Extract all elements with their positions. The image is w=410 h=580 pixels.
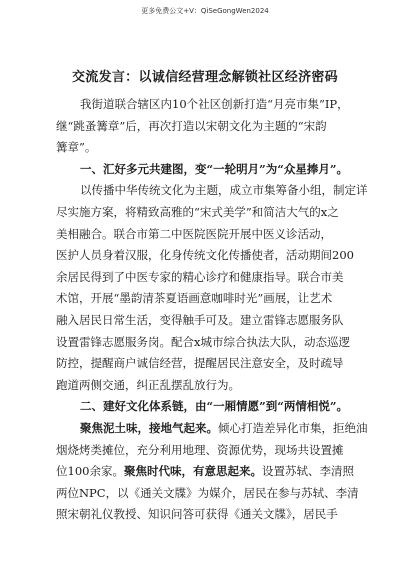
text-line — [56, 418, 368, 440]
text-line — [56, 504, 368, 526]
text-segment: 照宋朝礼仪教授、知识问答可获得《通关文牒》，居民手 — [56, 507, 338, 522]
text-line — [56, 94, 368, 116]
text-segment: 术馆，开展“墨韵清茶夏语画意咖啡时光”画展，让艺术 — [56, 291, 333, 306]
text-segment: 防控，提醒商户诚信经营，提醒居民注意安全，及时疏导 — [56, 356, 344, 371]
bold-text: 聚焦泥土味，接地气起来。 — [80, 420, 218, 435]
text-line — [56, 375, 368, 397]
text-line — [56, 396, 368, 418]
text-segment: 烟烧烤类摊位，充分利用地理、资源优势，现场共设置摊 — [56, 442, 344, 457]
text-segment: 跑道两侧交通，纠正乱摆乱放行为。 — [56, 377, 240, 392]
text-segment: 以传播中华传统文化为主题，成立市集筹备小组，制定详 — [80, 183, 368, 198]
text-line — [56, 137, 368, 159]
text-line — [56, 245, 368, 267]
text-segment: 美相融合。联合市第二中医院医院开展中医义诊活动， — [56, 226, 332, 241]
text-segment: 医护人员身着汉服，化身传统文化传播使者，活动期间200 — [56, 248, 354, 263]
text-line — [56, 159, 368, 181]
text-segment: 继“跳蚤篝章”后，再次打造以宋朝文化为主题的“宋韵 — [56, 118, 327, 133]
text-line — [56, 310, 368, 332]
document-body — [56, 94, 368, 526]
text-segment: 设置雷锋志愿服务岗。配合x城市综合执法大队，动态巡逻 — [56, 334, 350, 349]
text-segment: 融入居民日常生活，变得触手可及。建立雷锋志愿服务队 — [56, 312, 344, 327]
text-line — [56, 202, 368, 224]
bold-text: 二、建好文化体系链，由“一厢情愿”到“两情相悦”。 — [80, 399, 348, 414]
text-segment: 余居民得到了中医专家的精心诊疗和健康指导。联合市美 — [56, 269, 344, 284]
text-line — [56, 440, 368, 462]
bold-text: 一、汇好多元共建图，变“一轮明月”为“众星捧月”。 — [80, 161, 348, 176]
text-line — [56, 332, 368, 354]
text-segment: 尽实施方案，将精致高雅的“宋式美学”和简洁大气的x之 — [56, 204, 339, 219]
bold-text: 聚焦时代味，有意思起来。 — [123, 464, 262, 479]
text-segment: 我街道联合辖区内10个社区创新打造“月亮市集”IP， — [80, 97, 349, 111]
text-line — [56, 116, 368, 138]
text-segment: 倾心打造差异化市集，拒绝油 — [218, 420, 368, 435]
text-segment: 设置苏轼、李清照 — [261, 464, 354, 479]
text-line — [56, 288, 368, 310]
text-segment: 篝章”。 — [56, 140, 97, 155]
text-line — [56, 224, 368, 246]
text-segment: 位100余家。 — [56, 464, 124, 479]
document-title: 交流发言：以诚信经营理念解锁社区经济密码 — [71, 70, 338, 85]
text-line — [56, 353, 368, 375]
text-line — [56, 267, 368, 289]
text-line — [56, 461, 368, 483]
text-line — [56, 180, 368, 202]
page-header: 更多免费公文+V：QiSeGongWen2024 — [141, 7, 269, 15]
text-segment: 两位NPC，以《通关文牒》为媒介，居民在参与苏轼、李清 — [56, 485, 359, 500]
text-line — [56, 483, 368, 505]
